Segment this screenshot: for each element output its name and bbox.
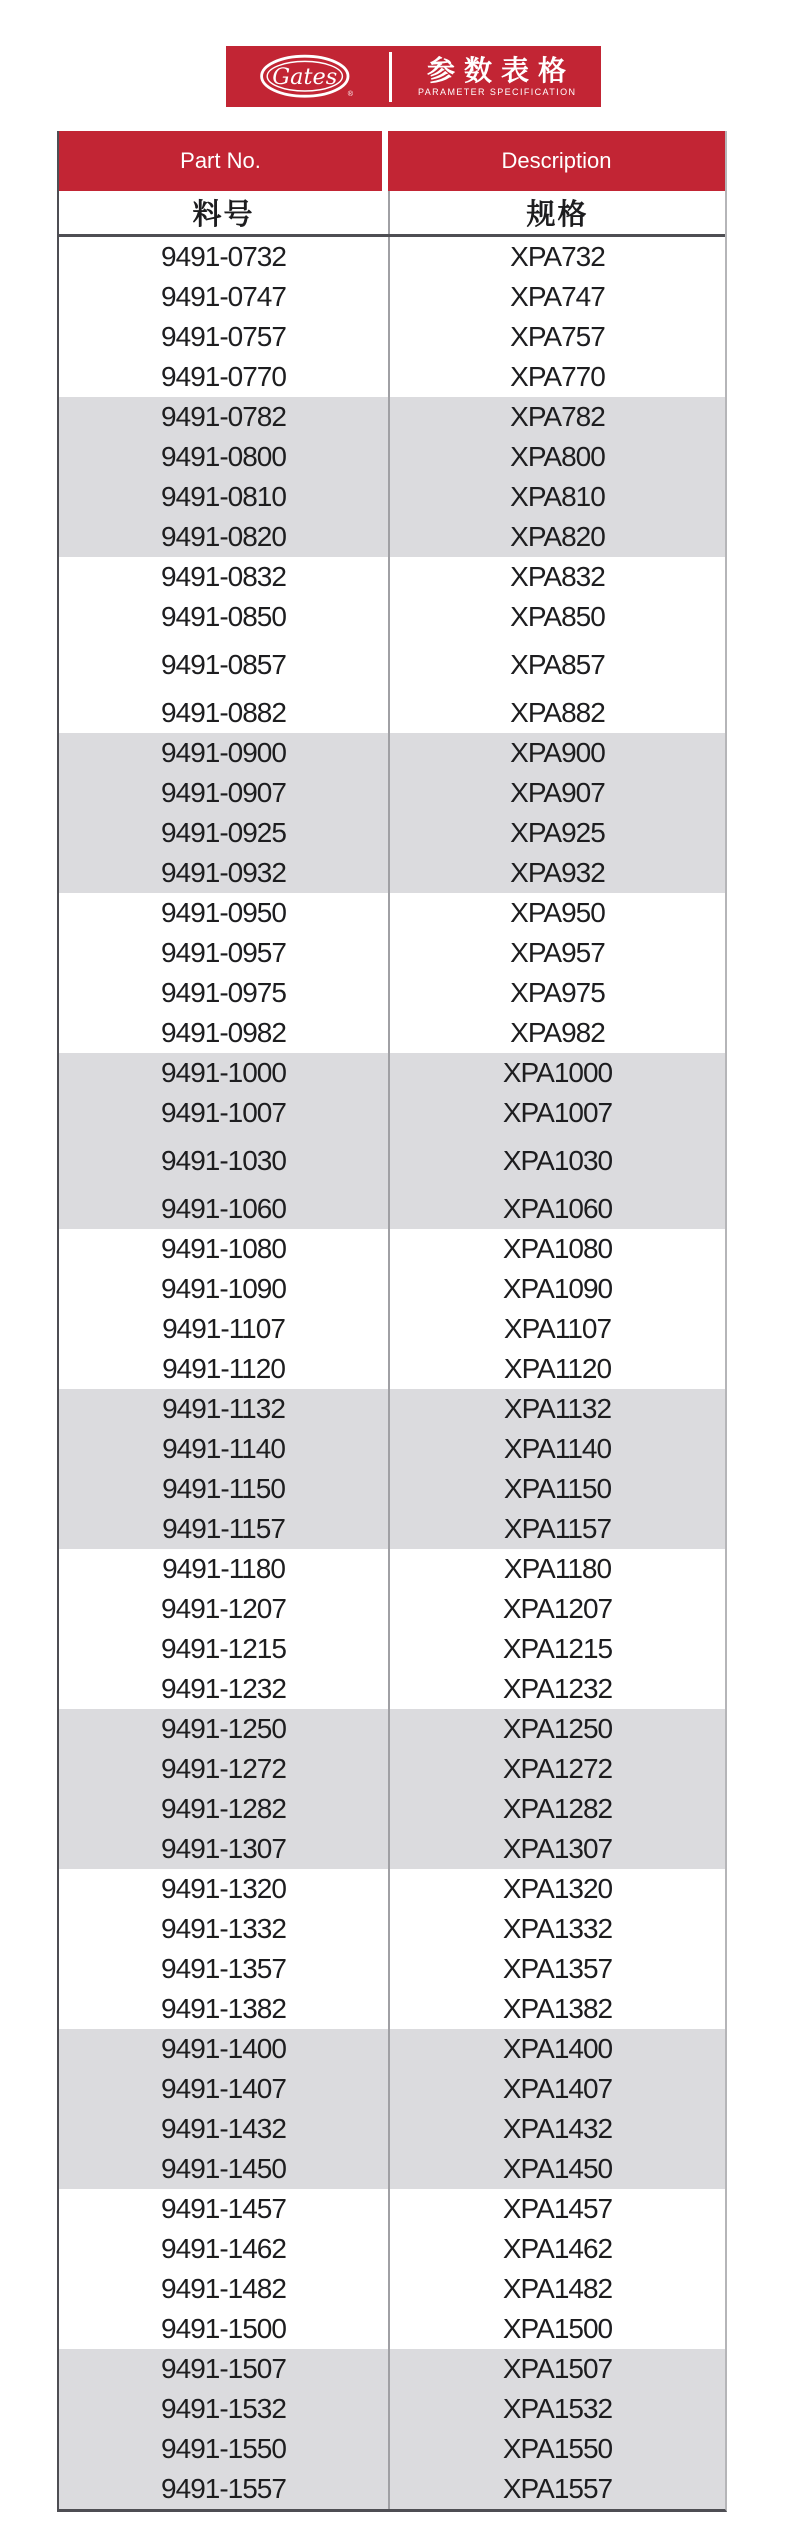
table-row xyxy=(59,2149,725,2189)
part-no-cell: 9491-1282 xyxy=(59,1789,390,1829)
table-row xyxy=(59,2029,725,2069)
part-no-cell: 9491-1207 xyxy=(59,1589,390,1629)
description-cell: XPA1090 xyxy=(502,1273,613,1304)
part-no-cell: 9491-1157 xyxy=(59,1509,390,1549)
table-row xyxy=(59,1549,725,1589)
description-cell: XPA820 xyxy=(510,521,605,552)
description-cell: XPA1080 xyxy=(502,1233,613,1264)
description-cell: XPA770 xyxy=(510,361,605,392)
description-cell: XPA1007 xyxy=(502,1097,613,1128)
spec-table xyxy=(57,131,727,2512)
table-row xyxy=(59,1789,725,1829)
gates-logo-text: Gates xyxy=(271,63,337,90)
table-row xyxy=(59,1829,725,1869)
description-cell: XPA1030 xyxy=(502,1145,613,1176)
table-row xyxy=(59,733,725,773)
table-row xyxy=(59,773,725,813)
table-row xyxy=(59,1389,725,1429)
description-cell: XPA975 xyxy=(510,977,605,1008)
description-cell: XPA1450 xyxy=(502,2153,613,2184)
part-no-cell: 9491-1232 xyxy=(59,1669,390,1709)
description-cell: XPA1157 xyxy=(503,1513,612,1544)
table-row xyxy=(59,1189,725,1229)
table-row xyxy=(59,1589,725,1629)
description-cell: XPA1307 xyxy=(502,1833,613,1864)
part-no-cell: 9491-1550 xyxy=(59,2429,390,2469)
part-no-cell: 9491-1462 xyxy=(59,2229,390,2269)
part-no-cell: 9491-1407 xyxy=(59,2069,390,2109)
banner-title-en: PARAMETER SPECIFICATION xyxy=(418,86,577,97)
part-no-cell: 9491-0950 xyxy=(59,893,390,933)
description-cell: XPA1282 xyxy=(502,1793,613,1824)
part-no-cell: 9491-1140 xyxy=(59,1429,390,1469)
part-no-cell: 9491-0770 xyxy=(59,357,390,397)
part-no-cell: 9491-0757 xyxy=(59,317,390,357)
part-no-cell: 9491-0925 xyxy=(59,813,390,853)
col-header-part-no: Part No. xyxy=(59,131,388,191)
table-row xyxy=(59,477,725,517)
table-row xyxy=(59,1269,725,1309)
table-row xyxy=(59,2189,725,2229)
part-no-cell: 9491-0900 xyxy=(59,733,390,773)
description-cell: XPA1180 xyxy=(503,1553,612,1584)
part-no-cell: 9491-0982 xyxy=(59,1013,390,1053)
description-cell: XPA850 xyxy=(510,601,605,632)
description-cell: XPA1557 xyxy=(502,2473,613,2504)
part-no-cell: 9491-0957 xyxy=(59,933,390,973)
table-row xyxy=(59,2389,725,2429)
part-no-cell: 9491-0800 xyxy=(59,437,390,477)
table-row xyxy=(59,1013,725,1053)
table-row xyxy=(59,1429,725,1469)
description-cell: XPA1462 xyxy=(502,2233,613,2264)
part-no-cell: 9491-1320 xyxy=(59,1869,390,1909)
part-no-cell: 9491-1107 xyxy=(59,1309,390,1349)
banner-titles xyxy=(392,56,601,98)
table-body xyxy=(59,237,725,2509)
part-no-cell: 9491-1180 xyxy=(59,1549,390,1589)
description-cell: XPA1332 xyxy=(502,1913,613,1944)
gates-logo xyxy=(226,46,389,107)
part-no-cell: 9491-1215 xyxy=(59,1629,390,1669)
table-row xyxy=(59,1229,725,1269)
table-row xyxy=(59,1349,725,1389)
part-no-cell: 9491-1432 xyxy=(59,2109,390,2149)
part-no-cell: 9491-1382 xyxy=(59,1989,390,2029)
table-row xyxy=(59,1133,725,1189)
description-cell: XPA1500 xyxy=(502,2313,613,2344)
part-no-cell: 9491-1000 xyxy=(59,1053,390,1093)
table-row xyxy=(59,357,725,397)
table-row xyxy=(59,933,725,973)
part-no-cell: 9491-1090 xyxy=(59,1269,390,1309)
description-cell: XPA982 xyxy=(510,1017,605,1048)
description-cell: XPA1357 xyxy=(502,1953,613,1984)
description-cell: XPA882 xyxy=(510,697,605,728)
description-cell: XPA857 xyxy=(510,649,605,680)
table-row xyxy=(59,317,725,357)
description-cell: XPA907 xyxy=(510,777,605,808)
description-cell: XPA1232 xyxy=(502,1673,613,1704)
table-row xyxy=(59,597,725,637)
part-no-cell: 9491-0820 xyxy=(59,517,390,557)
description-cell: XPA1250 xyxy=(502,1713,613,1744)
description-cell: XPA1060 xyxy=(502,1193,613,1224)
part-no-cell: 9491-0832 xyxy=(59,557,390,597)
table-row xyxy=(59,2269,725,2309)
part-no-cell: 9491-0850 xyxy=(59,597,390,637)
part-no-cell: 9491-1307 xyxy=(59,1829,390,1869)
table-row xyxy=(59,853,725,893)
col-subheader-description-cn: 规格 xyxy=(526,199,589,231)
table-row xyxy=(59,1709,725,1749)
table-header-row xyxy=(59,131,725,191)
description-cell: XPA757 xyxy=(510,321,605,352)
description-cell: XPA810 xyxy=(510,481,605,512)
part-no-cell: 9491-1120 xyxy=(59,1349,390,1389)
table-row xyxy=(59,1669,725,1709)
table-row xyxy=(59,813,725,853)
description-cell: XPA1215 xyxy=(502,1633,613,1664)
table-row xyxy=(59,237,725,277)
description-cell: XPA1320 xyxy=(502,1873,613,1904)
description-cell: XPA1400 xyxy=(502,2033,613,2064)
description-cell: XPA1120 xyxy=(503,1353,612,1384)
description-cell: XPA957 xyxy=(510,937,605,968)
description-cell: XPA832 xyxy=(510,561,605,592)
description-cell: XPA1432 xyxy=(502,2113,613,2144)
description-cell: XPA900 xyxy=(510,737,605,768)
part-no-cell: 9491-0857 xyxy=(59,637,390,693)
table-row xyxy=(59,1629,725,1669)
table-row xyxy=(59,517,725,557)
table-row xyxy=(59,637,725,693)
description-cell: XPA1207 xyxy=(502,1593,613,1624)
description-cell: XPA1407 xyxy=(502,2073,613,2104)
table-row xyxy=(59,2309,725,2349)
table-row xyxy=(59,1989,725,2029)
col-subheader-part-no-cn: 料号 xyxy=(59,191,390,234)
gates-logo-icon xyxy=(260,53,356,101)
part-no-cell: 9491-1150 xyxy=(59,1469,390,1509)
registered-mark: ® xyxy=(347,88,353,98)
table-row xyxy=(59,693,725,733)
part-no-cell: 9491-1357 xyxy=(59,1949,390,1989)
description-cell: XPA1532 xyxy=(502,2393,613,2424)
table-row xyxy=(59,1869,725,1909)
part-no-cell: 9491-1272 xyxy=(59,1749,390,1789)
table-row xyxy=(59,2349,725,2389)
part-no-cell: 9491-1332 xyxy=(59,1909,390,1949)
description-cell: XPA1140 xyxy=(503,1433,612,1464)
description-cell: XPA1150 xyxy=(503,1473,612,1504)
part-no-cell: 9491-1457 xyxy=(59,2189,390,2229)
table-row xyxy=(59,1509,725,1549)
description-cell: XPA1550 xyxy=(502,2433,613,2464)
description-cell: XPA950 xyxy=(510,897,605,928)
table-row xyxy=(59,893,725,933)
table-row xyxy=(59,1749,725,1789)
description-cell: XPA800 xyxy=(510,441,605,472)
part-no-cell: 9491-0975 xyxy=(59,973,390,1013)
table-row xyxy=(59,2109,725,2149)
part-no-cell: 9491-1500 xyxy=(59,2309,390,2349)
part-no-cell: 9491-1060 xyxy=(59,1189,390,1229)
part-no-cell: 9491-1250 xyxy=(59,1709,390,1749)
part-no-cell: 9491-0882 xyxy=(59,693,390,733)
part-no-cell: 9491-1132 xyxy=(59,1389,390,1429)
description-cell: XPA925 xyxy=(510,817,605,848)
banner-title-cn: 参数表格 xyxy=(426,54,575,86)
description-cell: XPA1272 xyxy=(502,1753,613,1784)
part-no-cell: 9491-0932 xyxy=(59,853,390,893)
table-row xyxy=(59,1469,725,1509)
table-row xyxy=(59,397,725,437)
description-cell: XPA1132 xyxy=(503,1393,612,1424)
part-no-cell: 9491-1482 xyxy=(59,2269,390,2309)
table-row xyxy=(59,277,725,317)
part-no-cell: 9491-1030 xyxy=(59,1133,390,1189)
description-cell: XPA932 xyxy=(510,857,605,888)
description-cell: XPA1382 xyxy=(502,1993,613,2024)
table-row xyxy=(59,973,725,1013)
part-no-cell: 9491-1400 xyxy=(59,2029,390,2069)
part-no-cell: 9491-1450 xyxy=(59,2149,390,2189)
description-cell: XPA782 xyxy=(510,401,605,432)
table-row xyxy=(59,1053,725,1093)
table-row xyxy=(59,1949,725,1989)
part-no-cell: 9491-0907 xyxy=(59,773,390,813)
table-row xyxy=(59,1909,725,1949)
description-cell: XPA1482 xyxy=(502,2273,613,2304)
col-header-description: Description xyxy=(501,148,612,173)
part-no-cell: 9491-1532 xyxy=(59,2389,390,2429)
description-cell: XPA1507 xyxy=(502,2353,613,2384)
description-cell: XPA732 xyxy=(510,241,605,272)
table-row xyxy=(59,2069,725,2109)
part-no-cell: 9491-1557 xyxy=(59,2469,390,2509)
brand-banner xyxy=(226,46,601,107)
part-no-cell: 9491-0747 xyxy=(59,277,390,317)
description-cell: XPA1000 xyxy=(502,1057,613,1088)
table-row xyxy=(59,2229,725,2269)
description-cell: XPA1457 xyxy=(502,2193,613,2224)
table-subheader-row xyxy=(59,191,725,237)
table-row xyxy=(59,2469,725,2509)
part-no-cell: 9491-0782 xyxy=(59,397,390,437)
table-row xyxy=(59,557,725,597)
description-cell: XPA747 xyxy=(510,281,605,312)
part-no-cell: 9491-0810 xyxy=(59,477,390,517)
description-cell: XPA1107 xyxy=(503,1313,612,1344)
part-no-cell: 9491-0732 xyxy=(59,237,390,277)
part-no-cell: 9491-1007 xyxy=(59,1093,390,1133)
table-row xyxy=(59,1093,725,1133)
table-row xyxy=(59,1309,725,1349)
table-row xyxy=(59,2429,725,2469)
table-row xyxy=(59,437,725,477)
part-no-cell: 9491-1507 xyxy=(59,2349,390,2389)
part-no-cell: 9491-1080 xyxy=(59,1229,390,1269)
